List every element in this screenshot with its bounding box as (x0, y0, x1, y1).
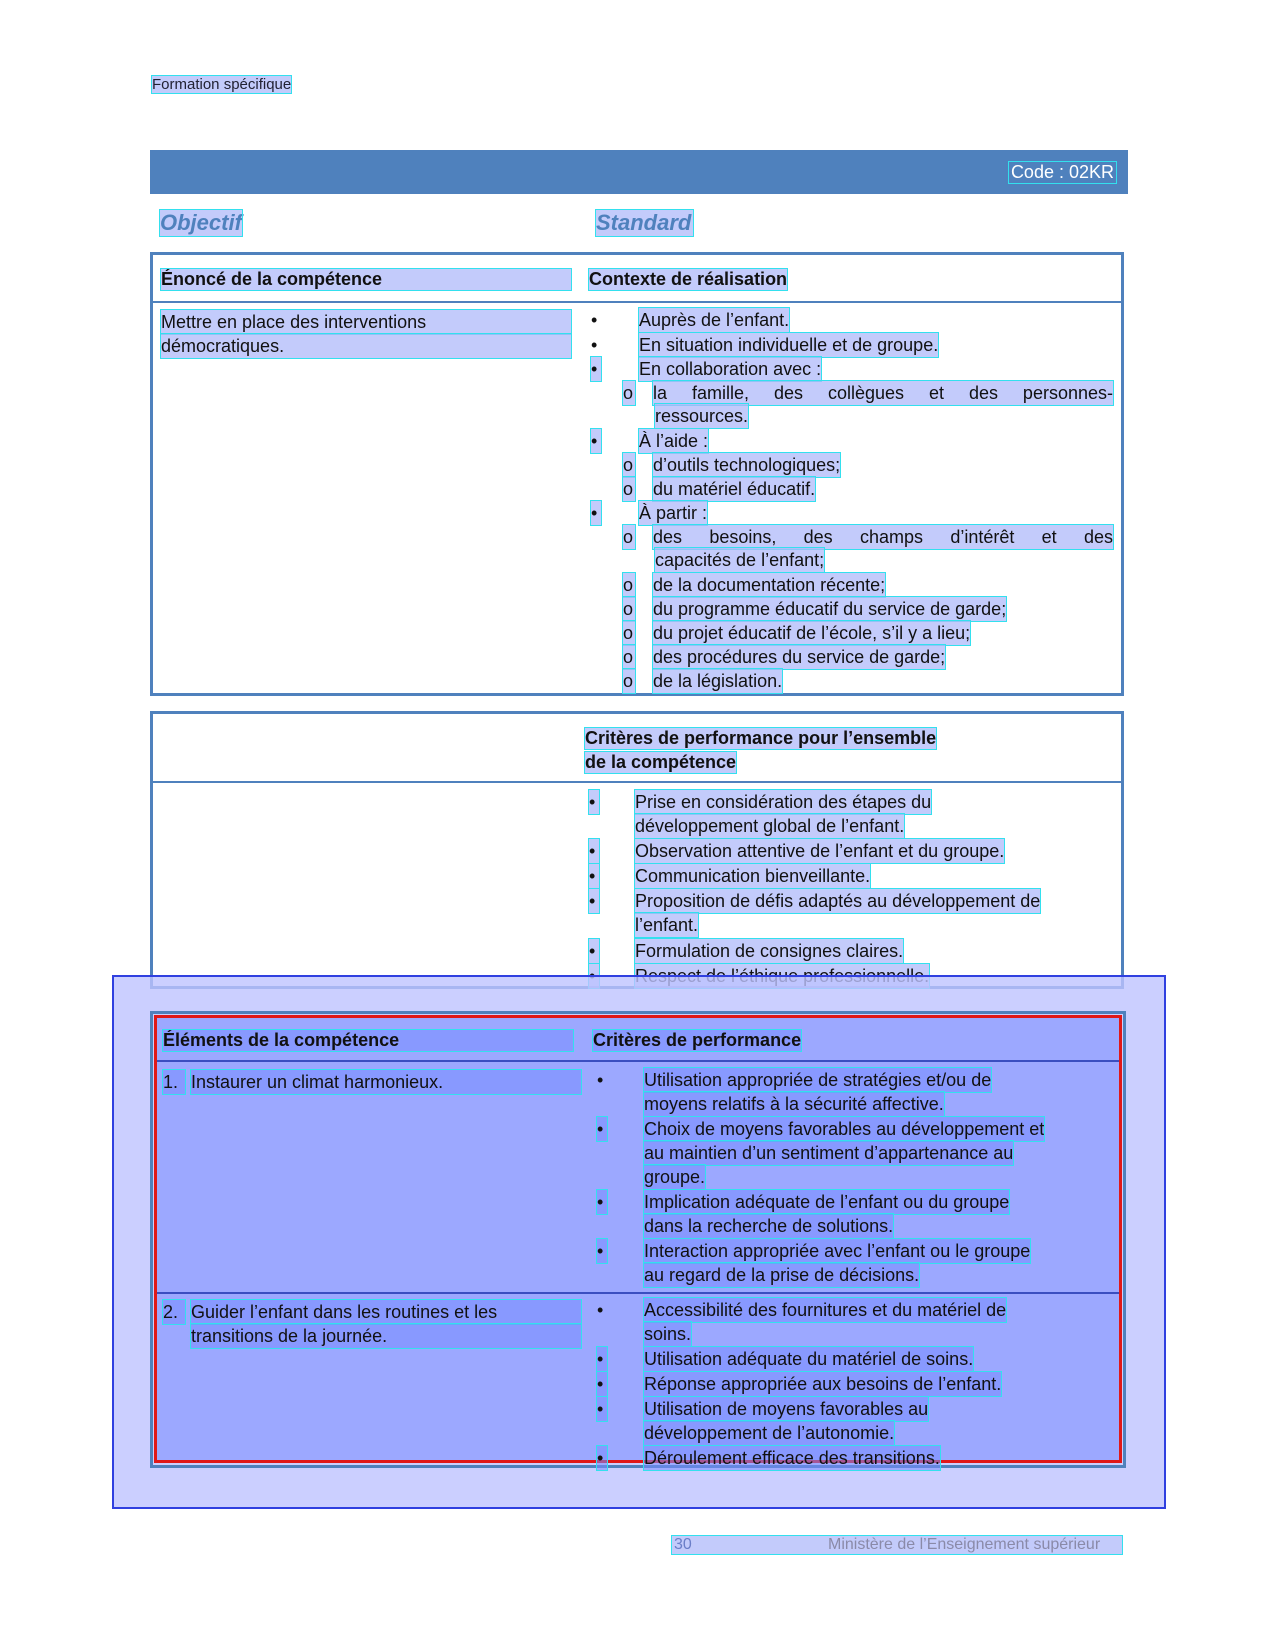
context-subitem: de la législation. (653, 671, 783, 691)
performance-item: Interaction appropriée avec l’enfant ou le groupe (644, 1241, 1031, 1261)
performance-item: Choix de moyens favorables au développement et (644, 1119, 1045, 1139)
global-criteria-header: de la compétence (585, 752, 737, 772)
divider (157, 1060, 1119, 1062)
statement-line: démocratiques. (161, 334, 571, 358)
criterion-item: Communication bienveillante. (635, 866, 871, 886)
bullet-icon: • (589, 889, 599, 913)
bullet-icon: • (591, 335, 598, 355)
context-item: Auprès de l’enfant. (639, 310, 790, 330)
bullet-icon: • (597, 1117, 607, 1141)
context-header: Contexte de réalisation (589, 269, 788, 289)
circle-bullet-icon: o (623, 671, 634, 691)
bullet-icon: • (597, 1239, 607, 1263)
circle-bullet-icon: o (623, 623, 634, 643)
footer-ministry: Ministère de l’Enseignement supérieur (828, 1536, 1101, 1553)
standard-title: Standard (596, 210, 692, 235)
performance-item: Réponse appropriée aux besoins de l’enfant. (644, 1374, 1002, 1394)
context-subitem: la famille, des collègues et des personnes- (653, 383, 1113, 403)
criterion-item: Proposition de défis adaptés au développement de (635, 891, 1041, 911)
performance-item: Utilisation adéquate du matériel de soins. (644, 1349, 974, 1369)
performance-item: Accessibilité des fournitures et du matériel de (644, 1300, 1007, 1320)
circle-bullet-icon: o (623, 383, 634, 403)
context-subitem: de la documentation récente; (653, 575, 886, 595)
context-subitem: d’outils technologiques; (653, 455, 841, 475)
context-subitem: ressources. (655, 406, 749, 426)
global-criteria-table (150, 711, 1124, 989)
bullet-icon: • (591, 357, 601, 381)
competency-context-table (150, 252, 1124, 696)
context-subitem: des besoins, des champs d’intérêt et des (653, 527, 1113, 547)
context-subitem: des procédures du service de garde; (653, 647, 946, 667)
performance-item: au maintien d’un sentiment d’appartenance au (644, 1143, 1014, 1163)
performance-item: groupe. (644, 1167, 706, 1187)
circle-bullet-icon: o (623, 527, 634, 547)
elements-table (154, 1015, 1122, 1468)
criterion-item: développement global de l’enfant. (635, 816, 905, 836)
divider (153, 301, 1121, 303)
circle-bullet-icon: o (623, 647, 634, 667)
context-item: En collaboration avec : (639, 359, 822, 379)
bullet-icon: • (591, 501, 601, 525)
performance-item: Implication adéquate de l’enfant ou du groupe (644, 1192, 1010, 1212)
bullet-icon: • (597, 1446, 607, 1470)
bullet-icon: • (589, 864, 599, 888)
element-title: transitions de la journée. (191, 1324, 581, 1348)
bullet-icon: • (591, 310, 598, 330)
criterion-item: Formulation de consignes claires. (635, 941, 904, 961)
bullet-icon: • (589, 790, 599, 814)
objectif-title: Objectif (160, 210, 242, 235)
element-number: 2. (163, 1300, 185, 1324)
performance-item: soins. (644, 1324, 692, 1344)
divider (153, 781, 1121, 783)
criterion-item: l’enfant. (635, 915, 699, 935)
criterion-item: Prise en considération des étapes du (635, 792, 932, 812)
context-item: À partir : (639, 503, 708, 523)
global-criteria-header: Critères de performance pour l’ensemble (585, 728, 937, 748)
performance-item: dans la recherche de solutions. (644, 1216, 894, 1236)
performance-item: Déroulement efficace des transitions. (644, 1448, 940, 1468)
element-title: Instaurer un climat harmonieux. (191, 1070, 581, 1094)
running-header: Formation spécifique (152, 76, 292, 93)
statement-header: Énoncé de la compétence (161, 269, 571, 290)
performance-item: Utilisation de moyens favorables au (644, 1399, 929, 1419)
performance-item: au regard de la prise de décisions. (644, 1265, 920, 1285)
criterion-item: Observation attentive de l’enfant et du groupe. (635, 841, 1005, 861)
context-item: À l’aide : (639, 431, 709, 451)
context-subitem: du matériel éducatif. (653, 479, 816, 499)
bullet-icon: • (591, 429, 601, 453)
context-subitem: du projet éducatif de l’école, s’il y a lieu; (653, 623, 971, 643)
bullet-icon: • (597, 1347, 607, 1371)
context-item: En situation individuelle et de groupe. (639, 335, 939, 355)
bullet-icon: • (589, 939, 599, 963)
bullet-icon: • (589, 839, 599, 863)
context-subitem: du programme éducatif du service de garde; (653, 599, 1007, 619)
element-title: Guider l’enfant dans les routines et les (191, 1300, 581, 1324)
performance-item: moyens relatifs à la sécurité affective. (644, 1094, 944, 1114)
page-number: 30 (674, 1536, 692, 1553)
bullet-icon: • (597, 1070, 604, 1090)
bullet-icon: • (597, 1300, 604, 1320)
bullet-icon: • (597, 1372, 607, 1396)
context-subitem: capacités de l’enfant; (655, 550, 825, 570)
circle-bullet-icon: o (623, 455, 634, 475)
circle-bullet-icon: o (623, 479, 634, 499)
competency-code: Code : 02KR (1010, 162, 1114, 182)
code-bar (150, 150, 1128, 194)
elements-header: Éléments de la compétence (163, 1030, 573, 1051)
bullet-icon: • (597, 1397, 607, 1421)
bullet-icon: • (597, 1190, 607, 1214)
element-number: 1. (163, 1070, 185, 1094)
circle-bullet-icon: o (623, 575, 634, 595)
performance-item: Utilisation appropriée de stratégies et/ou de (644, 1070, 992, 1090)
performance-item: développement de l’autonomie. (644, 1423, 895, 1443)
circle-bullet-icon: o (623, 599, 634, 619)
divider (157, 1292, 1119, 1294)
statement-line: Mettre en place des interventions (161, 310, 571, 334)
performance-header: Critères de performance (593, 1030, 802, 1050)
